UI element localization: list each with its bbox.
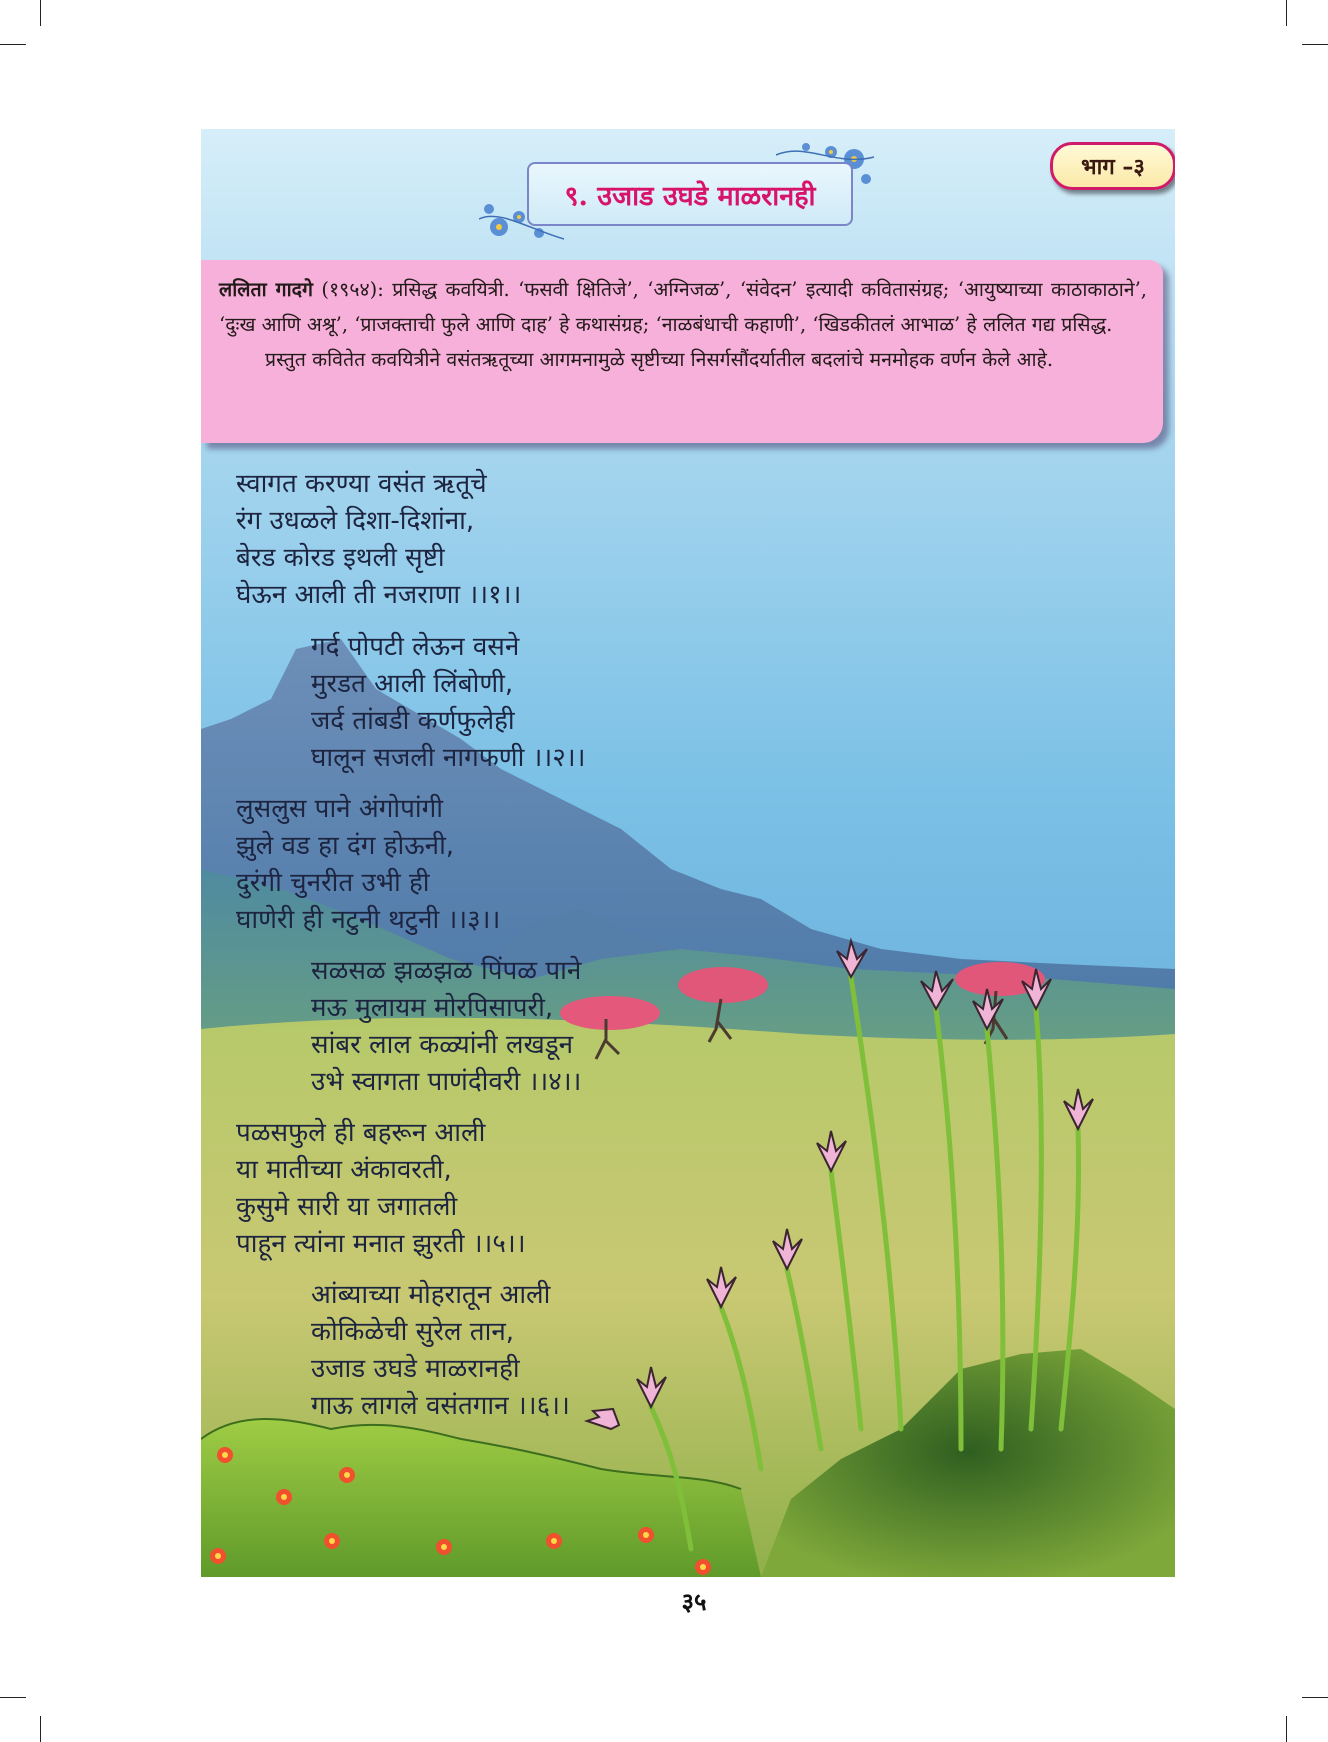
poem-line: घालून सजली नागफणी ।।२।। [311,743,586,773]
poem-line: उजाड उघडे माळरानही [311,1354,520,1384]
poem-line: गाऊ लागले वसंतगान ।।६।। [311,1391,570,1421]
poem-line: कुसुमे सारी या जगातली [236,1192,458,1222]
poem-line: आंब्याच्या मोहरातून आली [311,1280,551,1310]
poem-summary: प्रस्तुत कवितेत कवयित्रीने वसंतऋतूच्या आगमनामुळे सृष्टीच्या निसर्गसौंदर्यातील बदलांचे मनमोहक वर्णन केले आहे. [265,348,1054,371]
crop-mark [1302,44,1328,45]
poem-line: सांबर लाल कळ्यांनी लखडून [311,1030,574,1060]
crop-mark [1286,0,1287,26]
poem-line: कोकिळेची सुरेल तान, [311,1317,515,1347]
poem-line: जर्द तांबडी कर्णफुलेही [311,706,515,736]
poem-line: गर्द पोपटी लेऊन वसने [311,632,520,662]
poem-line: स्वागत करण्या वसंत ऋतूचे [236,469,487,499]
stanza-2 [311,629,586,777]
stanza-4 [311,953,581,1101]
crop-mark [40,1716,41,1742]
poem-line: लुसलुस पाने अंगोपांगी [236,794,443,824]
crop-mark [1286,1716,1287,1742]
poem-line: बेरड कोरड इथली सृष्टी [236,543,445,573]
poem-line: दुरंगी चुनरीत उभी ही [236,868,430,898]
crop-mark [0,1697,26,1698]
poem-line: झुले वड हा दंग होऊनी, [236,831,455,861]
author-name: ललिता गादगे [219,278,314,301]
poem-line: सळसळ झळझळ पिंपळ पाने [311,956,582,986]
poem-line: पळसफुले ही बहरून आली [236,1118,486,1148]
poem-line: घाणेरी ही नटुनी थटुनी ।।३।। [236,905,501,935]
stanza-3 [236,791,500,939]
crop-mark [40,0,41,26]
poem-line: रंग उधळले दिशा-दिशांना, [236,506,475,536]
poem-line: घेऊन आली ती नजराणा ।।१।। [236,580,522,610]
lesson-title: ९. उजाड उघडे माळरानही [564,180,816,212]
poem-line: उभे स्वागता पाणंदीवरी ।।४।। [311,1067,582,1097]
part-badge: भाग –३ [1050,142,1175,190]
poem-line: मऊ मुलायम मोरपिसापरी, [311,993,554,1023]
author-bio: (१९५४): प्रसिद्ध कवयित्री. ‘फसवी क्षितिजे’, ‘अग्निजळ’, ‘संवेदन’ इत्यादी कवितासंग्रह; ‘आयुष्याच्या काठाकाठाने’, ‘दुःख आणि अश्रू’, ‘प्राजक्ताची फुले आणि दाह’ हे कथासंग्रह; ‘नाळबंधाची कहाणी’, ‘खिडकीतलं आभाळ’ हे ललित गद्य प्रसिद्ध. [219,278,1148,336]
stanza-6 [311,1277,570,1425]
poem-line: या मातीच्या अंकावरती, [236,1155,452,1185]
crop-mark [1302,1697,1328,1698]
stanza-1 [236,466,521,614]
poem-line: पाहून त्यांना मनात झुरती ।।५।। [236,1229,526,1259]
lesson-title-box [527,162,853,226]
author-intro-box [201,260,1163,443]
crop-mark [0,44,26,45]
poem-line: मुरडत आली लिंबोणी, [311,669,514,699]
page-number: ३५ [681,1587,707,1616]
textbook-page [201,129,1175,1577]
stanza-5 [236,1115,526,1263]
